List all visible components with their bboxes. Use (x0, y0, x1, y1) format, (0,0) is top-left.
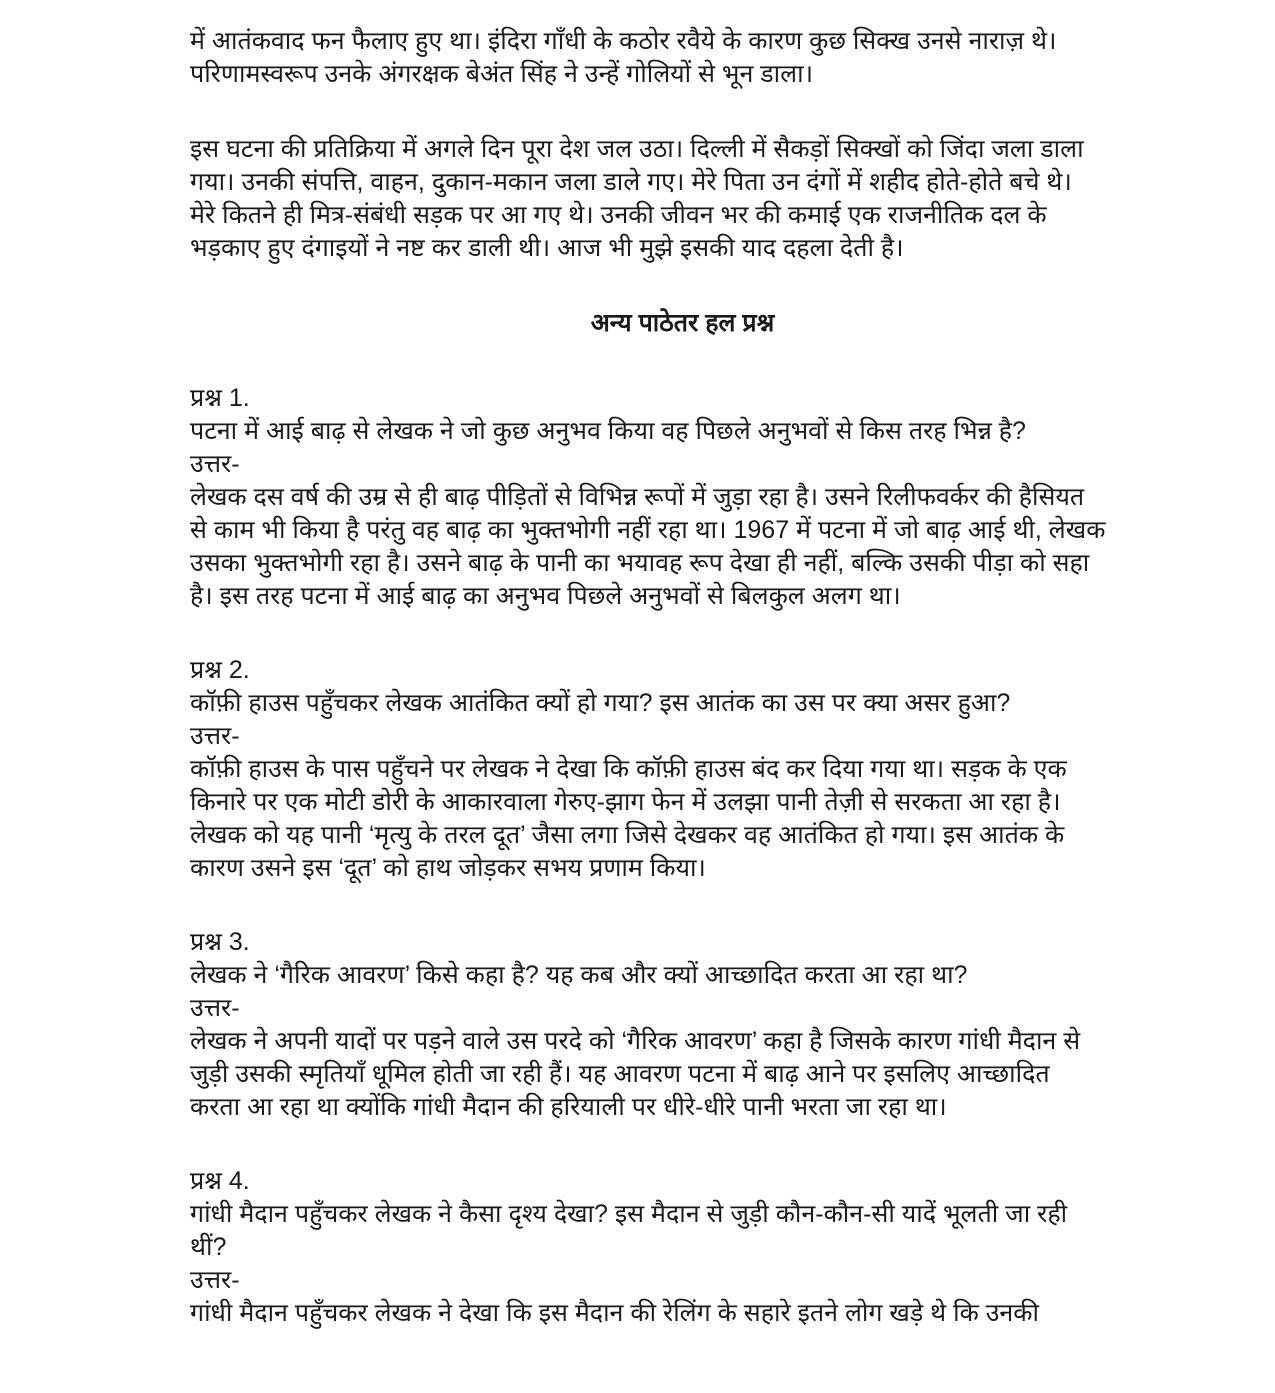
answer-line: करता आ रहा था क्योंकि गांधी मैदान की हरियाली पर धीरे-धीरे पानी भरता जा रहा था। (190, 1093, 947, 1121)
answer-line: गांधी मैदान पहुँचकर लेखक ने देखा कि इस मैदान की रेलिंग के सहारे इतने लोग खड़े थे कि उनकी (190, 1299, 1039, 1327)
answer-label: उत्तर- (190, 1266, 240, 1294)
answer-line: जुड़ी उसकी स्मृतियाँ धूमिल होती जा रही हैं। यह आवरण पटना में बाढ़ आने पर इसलिए आच्छादित (190, 1060, 1050, 1088)
answer-line: से काम भी किया है परंतु वह बाढ़ का भुक्तभोगी नहीं रहा था। 1967 में पटना में जो बाढ़ आई थी, लेखक (190, 516, 1106, 544)
answer-line: कॉफ़ी हाउस के पास पहुँचने पर लेखक ने देखा कि कॉफ़ी हाउस बंद कर दिया गया था। सड़क के एक (190, 755, 1067, 783)
answer-line: लेखक ने अपनी यादों पर पड़ने वाले उस परदे को ‘गैरिक आवरण’ कहा है जिसके कारण गांधी मैदान से (190, 1027, 1081, 1055)
answer-label: उत्तर- (190, 450, 240, 478)
question-label: प्रश्न 2. (190, 656, 250, 684)
question-block-1 (190, 382, 1175, 613)
answer-line: है। इस तरह पटना में आई बाढ़ का अनुभव पिछले अनुभवों से बिलकुल अलग था। (190, 582, 901, 610)
text-line: इस घटना की प्रतिक्रिया में अगले दिन पूरा देश जल उठा। दिल्ली में सैकड़ों सिक्खों को जिंदा जला डाला (190, 135, 1084, 163)
answer-line: लेखक को यह पानी ‘मृत्यु के तरल दूत’ जैसा लगा जिसे देखकर वह आतंकित हो गया। इस आतंक के (190, 821, 1065, 849)
answer-line: किनारे पर एक मोटी डोरी के आकारवाला गेरुए-झाग फेन में उलझा पानी तेज़ी से सरकता आ रहा है। (190, 788, 1061, 816)
document-page (190, 25, 1175, 1371)
answer-label: उत्तर- (190, 722, 240, 750)
intro-paragraph-1 (190, 25, 1175, 91)
text-line: में आतंकवाद फन फैलाए हुए था। इंदिरा गाँधी के कठोर रवैये के कारण कुछ सिक्ख उनसे नाराज़ थे। (190, 27, 1057, 55)
answer-label: उत्तर- (190, 994, 240, 1022)
text-line: मेरे कितने ही मित्र-संबंधी सड़क पर आ गए थे। उनकी जीवन भर की कमाई एक राजनीतिक दल के (190, 201, 1047, 229)
question-block-4 (190, 1165, 1175, 1330)
question-block-2 (190, 654, 1175, 885)
question-text: गांधी मैदान पहुँचकर लेखक ने कैसा दृश्य देखा? इस मैदान से जुड़ी कौन-कौन-सी यादें भूलती जा रही (190, 1200, 1068, 1228)
text-line: भड़काए हुए दंगाइयों ने नष्ट कर डाली थी। आज भी मुझे इसकी याद दहला देती है। (190, 234, 904, 262)
text-line: गया। उनकी संपत्ति, वाहन, दुकान-मकान जला डाले गए। मेरे पिता उन दंगों में शहीद होते-होते बचे थे। (190, 168, 1072, 196)
question-text: लेखक ने ‘गैरिक आवरण’ किसे कहा है? यह कब और क्यों आच्छादित करता आ रहा था? (190, 961, 968, 989)
question-label: प्रश्न 3. (190, 928, 250, 956)
answer-line: कारण उसने इस ‘दूत’ को हाथ जोड़कर सभय प्रणाम किया। (190, 854, 706, 882)
question-label: प्रश्न 4. (190, 1167, 250, 1195)
answer-line: लेखक दस वर्ष की उम्र से ही बाढ़ पीड़ितों से विभिन्न रूपों में जुड़ा रहा है। उसने रिलीफवर्कर की हैसियत (190, 483, 1085, 511)
question-text: कॉफ़ी हाउस पहुँचकर लेखक आतंकित क्यों हो गया? इस आतंक का उस पर क्या असर हुआ? (190, 689, 1011, 717)
question-text: थीं? (190, 1233, 227, 1261)
section-heading: अन्य पाठेतर हल प्रश्न (590, 309, 775, 337)
intro-paragraph-2 (190, 133, 1175, 265)
text-line: परिणामस्वरूप उनके अंगरक्षक बेअंत सिंह ने उन्हें गोलियों से भून डाला। (190, 60, 814, 88)
question-text: पटना में आई बाढ़ से लेखक ने जो कुछ अनुभव किया वह पिछले अनुभवों से किस तरह भिन्न है? (190, 417, 1026, 445)
question-block-3 (190, 926, 1175, 1124)
question-label: प्रश्न 1. (190, 384, 250, 412)
answer-line: उसका भुक्तभोगी रहा है। उसने बाढ़ के पानी का भयावह रूप देखा ही नहीं, बल्कि उसकी पीड़ा को सहा (190, 549, 1090, 577)
